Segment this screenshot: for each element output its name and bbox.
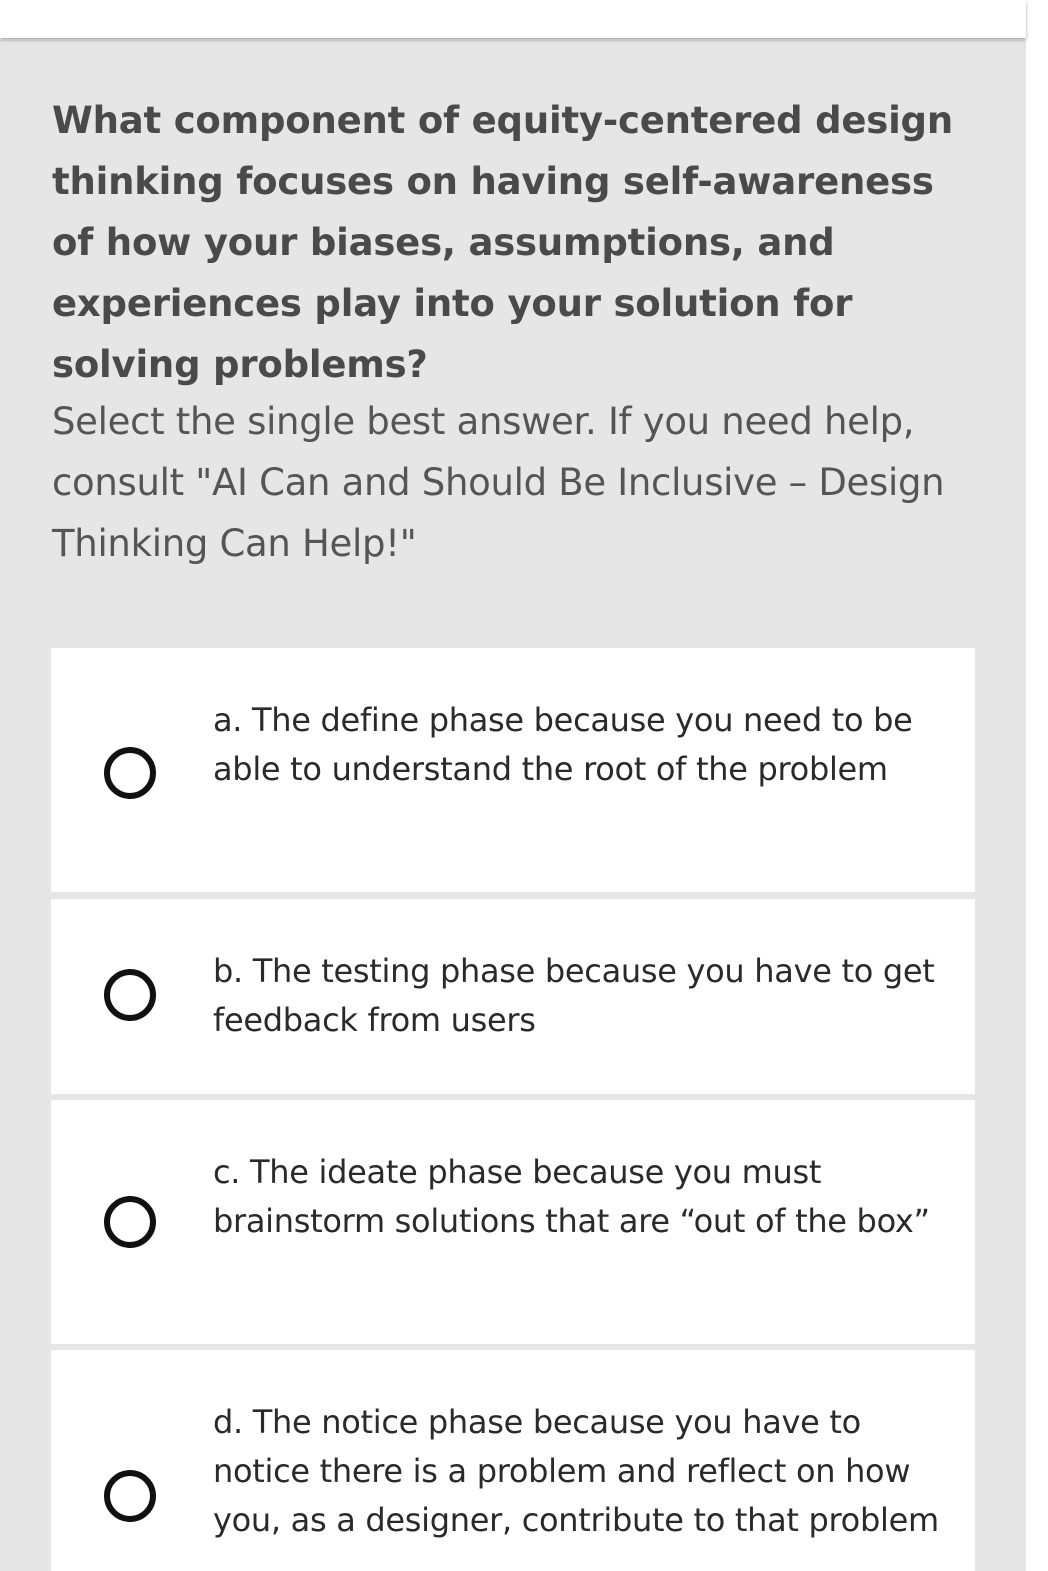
answer-option-label: c. The ideate phase because you must brainstorm solutions that are “out of the box”: [213, 1153, 930, 1240]
answer-option-c[interactable]: [51, 1100, 975, 1344]
question-panel: [0, 40, 1026, 1571]
answer-option-a[interactable]: [51, 648, 975, 892]
radio-circle-icon[interactable]: [104, 1470, 156, 1522]
instructions-text: Select the single best answer. If you need help, consult "AI Can and Should Be Inclusive – Design Thinking Can Help!": [52, 400, 945, 565]
question-text: What component of equity-centered design thinking focuses on having self-awareness of how your biases, assumptions, and experiences play into your solution for solving problems?: [52, 99, 953, 386]
answer-option-label: a. The define phase because you need to be able to understand the root of the problem: [213, 701, 913, 788]
page-edge: [1026, 0, 1048, 1571]
radio-circle-icon[interactable]: [104, 1196, 156, 1248]
answer-option-label: d. The notice phase because you have to notice there is a problem and reflect on how you, as a designer, contribute to that problem: [213, 1403, 939, 1539]
answer-option-b[interactable]: [51, 899, 975, 1094]
radio-circle-icon[interactable]: [104, 969, 156, 1021]
radio-circle-icon[interactable]: [104, 747, 156, 799]
answer-option-d[interactable]: [51, 1350, 975, 1571]
answer-option-label: b. The testing phase because you have to get feedback from users: [213, 952, 935, 1039]
top-bar: [0, 0, 1026, 38]
